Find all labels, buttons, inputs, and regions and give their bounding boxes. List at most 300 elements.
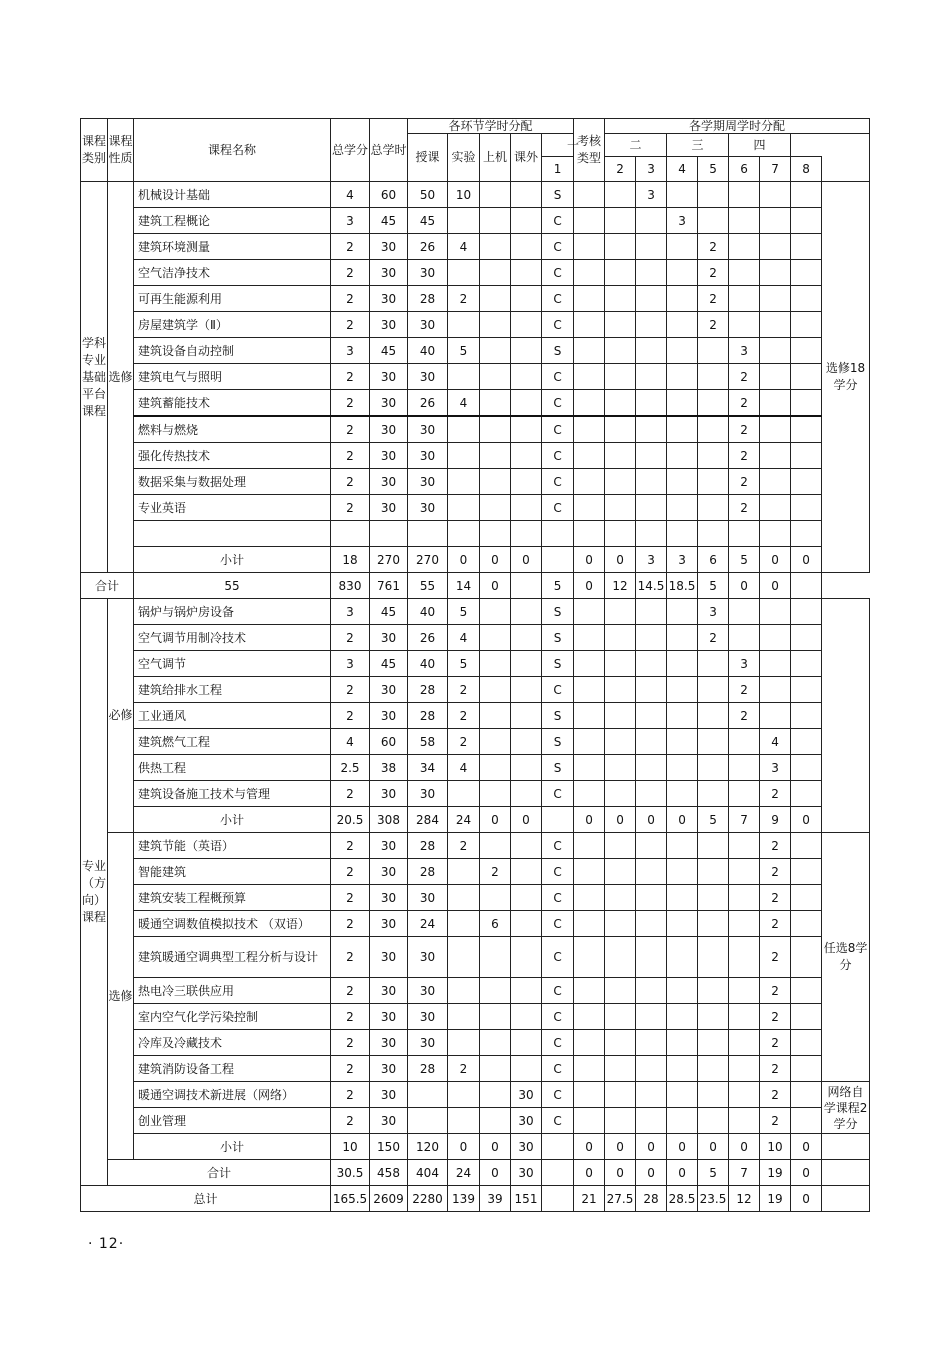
cell-hours: 30 xyxy=(370,234,408,260)
cell-lec: 28 xyxy=(408,286,448,312)
section-nature: 必修 xyxy=(108,599,134,833)
cell-exam: S xyxy=(542,625,574,651)
cell-ext xyxy=(511,781,542,807)
cell-semester-hours xyxy=(791,755,822,781)
cell-lec: 284 xyxy=(408,807,448,833)
cell-lec: 30 xyxy=(408,469,448,495)
header-semester: 4 xyxy=(667,157,698,182)
cell-semester-hours xyxy=(667,677,698,703)
course-name: 房屋建筑学（Ⅱ） xyxy=(134,312,331,338)
cell-hours: 270 xyxy=(370,547,408,573)
cell-semester-hours: 2 xyxy=(760,1030,791,1056)
cell-semester-hours xyxy=(605,937,636,978)
cell-semester-hours xyxy=(605,781,636,807)
cell-semester-hours xyxy=(791,651,822,677)
course-name: 暖通空调技术新进展（网络） xyxy=(134,1082,331,1108)
cell-semester-hours xyxy=(791,260,822,286)
course-name: 建筑暖通空调典型工程分析与设计 xyxy=(134,937,331,978)
cell-semester-hours: 0 xyxy=(729,573,760,599)
cell-semester-hours: 0 xyxy=(636,1134,667,1160)
cell-semester-hours: 2 xyxy=(698,312,729,338)
cell-semester-hours xyxy=(760,390,791,417)
cell-semester-hours xyxy=(605,703,636,729)
table-row xyxy=(81,1030,870,1056)
cell-semester-hours xyxy=(605,495,636,521)
cell-credit: 2 xyxy=(331,885,370,911)
cell-semester-hours: 4 xyxy=(760,729,791,755)
course-name: 工业通风 xyxy=(134,703,331,729)
cell-exam: C xyxy=(542,885,574,911)
header-semester: 5 xyxy=(698,157,729,182)
cell-semester-hours xyxy=(791,521,822,547)
cell-hours: 30 xyxy=(370,364,408,390)
table-row xyxy=(81,521,870,547)
cell-semester-hours xyxy=(729,625,760,651)
table-row xyxy=(81,1082,870,1108)
cell-lab xyxy=(448,978,480,1004)
cell-semester-hours xyxy=(698,885,729,911)
course-name: 建筑蓄能技术 xyxy=(134,390,331,417)
course-name: 智能建筑 xyxy=(134,859,331,885)
cell-semester-hours: 28 xyxy=(636,1186,667,1212)
cell-lab: 4 xyxy=(448,755,480,781)
cell-ext xyxy=(511,521,542,547)
cell-lab: 2 xyxy=(448,833,480,859)
cell-semester-hours: 2 xyxy=(760,833,791,859)
cell-semester-hours: 2 xyxy=(760,1108,791,1134)
cell-lab xyxy=(448,885,480,911)
cell-semester-hours: 23.5 xyxy=(698,1186,729,1212)
cell-exam: S xyxy=(542,703,574,729)
cell-exam: C xyxy=(542,781,574,807)
cell-ext xyxy=(511,364,542,390)
cell-lec: 28 xyxy=(408,833,448,859)
cell-lec: 30 xyxy=(408,495,448,521)
cell-semester-hours xyxy=(698,469,729,495)
cell-semester-hours xyxy=(636,286,667,312)
cell-semester-hours: 6 xyxy=(698,547,729,573)
cell-hours: 30 xyxy=(370,416,408,443)
cell-semester-hours xyxy=(791,833,822,859)
cell-semester-hours xyxy=(791,677,822,703)
cell-semester-hours xyxy=(760,312,791,338)
cell-semester-hours: 2 xyxy=(698,234,729,260)
cell-comp: 0 xyxy=(480,1160,511,1186)
cell-lab: 2 xyxy=(448,703,480,729)
cell-semester-hours xyxy=(729,937,760,978)
cell-credit: 55 xyxy=(134,573,331,599)
cell-semester-hours xyxy=(760,416,791,443)
cell-exam xyxy=(542,547,574,573)
cell-comp xyxy=(480,1082,511,1108)
table-row xyxy=(81,495,870,521)
cell-lec: 40 xyxy=(408,651,448,677)
cell-semester-hours xyxy=(574,1004,605,1030)
cell-semester-hours xyxy=(791,234,822,260)
cell-semester-hours xyxy=(605,833,636,859)
cell-semester-hours xyxy=(605,260,636,286)
cell-semester-hours xyxy=(667,182,698,208)
cell-semester-hours xyxy=(574,364,605,390)
remark-empty xyxy=(791,573,822,599)
cell-semester-hours xyxy=(636,599,667,625)
header-nature: 课程性质 xyxy=(108,119,134,182)
cell-lab xyxy=(448,208,480,234)
course-name: 建筑设备施工技术与管理 xyxy=(134,781,331,807)
cell-semester-hours xyxy=(574,1082,605,1108)
cell-lec: 30 xyxy=(408,1004,448,1030)
cell-semester-hours xyxy=(636,495,667,521)
header-computer: 上机 xyxy=(480,134,511,182)
cell-semester-hours: 0 xyxy=(574,573,605,599)
course-name xyxy=(134,521,331,547)
cell-semester-hours: 2 xyxy=(760,978,791,1004)
cell-semester-hours xyxy=(574,625,605,651)
cell-semester-hours: 2 xyxy=(729,390,760,417)
cell-exam: S xyxy=(542,599,574,625)
cell-lab xyxy=(448,911,480,937)
cell-hours: 30 xyxy=(370,1030,408,1056)
remark-empty xyxy=(822,599,870,833)
cell-credit: 2 xyxy=(331,416,370,443)
cell-semester-hours xyxy=(698,651,729,677)
table-row xyxy=(81,651,870,677)
cell-credit: 2 xyxy=(331,1108,370,1134)
cell-semester-hours xyxy=(574,286,605,312)
cell-lab: 10 xyxy=(448,182,480,208)
cell-hours: 150 xyxy=(370,1134,408,1160)
cell-credit: 2 xyxy=(331,833,370,859)
cell-credit: 2 xyxy=(331,937,370,978)
cell-lab xyxy=(448,469,480,495)
cell-hours: 30 xyxy=(370,1108,408,1134)
cell-semester-hours xyxy=(791,208,822,234)
cell-exam: C xyxy=(542,390,574,417)
cell-semester-hours xyxy=(667,390,698,417)
cell-ext: 30 xyxy=(511,1082,542,1108)
cell-semester-hours xyxy=(791,978,822,1004)
cell-hours: 30 xyxy=(370,1082,408,1108)
cell-semester-hours xyxy=(698,978,729,1004)
cell-semester-hours: 0 xyxy=(574,1160,605,1186)
cell-exam: S xyxy=(542,651,574,677)
cell-semester-hours: 2 xyxy=(698,260,729,286)
course-name: 空气调节 xyxy=(134,651,331,677)
cell-semester-hours: 2 xyxy=(729,416,760,443)
cell-hours: 30 xyxy=(370,286,408,312)
cell-semester-hours xyxy=(636,755,667,781)
cell-credit: 2 xyxy=(331,859,370,885)
cell-semester-hours xyxy=(791,1004,822,1030)
cell-comp: 0 xyxy=(480,1134,511,1160)
cell-semester-hours: 12 xyxy=(605,573,636,599)
cell-semester-hours xyxy=(698,443,729,469)
cell-hours: 30 xyxy=(370,1004,408,1030)
cell-lab: 0 xyxy=(448,547,480,573)
cell-ext xyxy=(511,286,542,312)
cell-exam: C xyxy=(542,978,574,1004)
cell-ext xyxy=(511,1030,542,1056)
course-name: 热电冷三联供应用 xyxy=(134,978,331,1004)
cell-semester-hours xyxy=(636,390,667,417)
cell-semester-hours xyxy=(574,495,605,521)
header-hours: 总学时 xyxy=(370,119,408,182)
cell-semester-hours xyxy=(636,521,667,547)
course-name: 空气调节用制冷技术 xyxy=(134,625,331,651)
cell-semester-hours xyxy=(574,651,605,677)
cell-semester-hours: 0 xyxy=(760,573,791,599)
cell-ext: 151 xyxy=(511,1186,542,1212)
table-row xyxy=(81,625,870,651)
table-row xyxy=(81,755,870,781)
cell-semester-hours: 2 xyxy=(729,364,760,390)
cell-semester-hours xyxy=(605,1004,636,1030)
header-semester: 7 xyxy=(760,157,791,182)
cell-comp xyxy=(480,443,511,469)
cell-ext xyxy=(511,885,542,911)
cell-semester-hours xyxy=(791,443,822,469)
cell-semester-hours xyxy=(667,1030,698,1056)
cell-credit: 10 xyxy=(331,1134,370,1160)
cell-semester-hours: 5 xyxy=(542,573,574,599)
cell-semester-hours xyxy=(667,1108,698,1134)
cell-semester-hours xyxy=(636,859,667,885)
header-lab: 实验 xyxy=(448,134,480,182)
table-row xyxy=(81,703,870,729)
cell-semester-hours: 2 xyxy=(760,1004,791,1030)
cell-semester-hours xyxy=(667,521,698,547)
cell-ext: 30 xyxy=(511,1134,542,1160)
cell-semester-hours xyxy=(605,208,636,234)
subtotal-row xyxy=(81,547,870,573)
cell-exam: C xyxy=(542,833,574,859)
cell-semester-hours: 7 xyxy=(729,807,760,833)
table-row xyxy=(81,885,870,911)
cell-lab: 2 xyxy=(448,729,480,755)
cell-semester-hours xyxy=(791,781,822,807)
cell-semester-hours xyxy=(636,416,667,443)
cell-lec: 50 xyxy=(408,182,448,208)
cell-lec: 34 xyxy=(408,755,448,781)
remark-empty xyxy=(822,1134,870,1160)
cell-semester-hours: 18.5 xyxy=(667,573,698,599)
cell-semester-hours xyxy=(605,911,636,937)
cell-semester-hours xyxy=(636,1004,667,1030)
cell-semester-hours: 0 xyxy=(667,1134,698,1160)
course-name: 可再生能源利用 xyxy=(134,286,331,312)
section-category: 专业（方向）课程 xyxy=(81,599,108,1186)
cell-semester-hours xyxy=(791,703,822,729)
cell-comp xyxy=(480,208,511,234)
course-name: 建筑安装工程概预算 xyxy=(134,885,331,911)
cell-semester-hours xyxy=(605,364,636,390)
cell-semester-hours xyxy=(698,495,729,521)
cell-exam: C xyxy=(542,364,574,390)
header-course-name: 课程名称 xyxy=(134,119,331,182)
cell-semester-hours: 3 xyxy=(729,338,760,364)
cell-semester-hours: 2 xyxy=(698,286,729,312)
cell-semester-hours: 0 xyxy=(605,547,636,573)
cell-semester-hours xyxy=(791,937,822,978)
cell-exam: C xyxy=(542,208,574,234)
cell-lab: 0 xyxy=(448,1134,480,1160)
cell-semester-hours xyxy=(698,833,729,859)
cell-semester-hours xyxy=(574,1030,605,1056)
cell-exam: S xyxy=(542,182,574,208)
cell-semester-hours: 2 xyxy=(760,1082,791,1108)
page-number: · 12· xyxy=(88,1236,125,1252)
cell-comp xyxy=(480,234,511,260)
course-name: 冷库及冷藏技术 xyxy=(134,1030,331,1056)
cell-comp: 6 xyxy=(480,911,511,937)
cell-semester-hours: 0 xyxy=(605,1160,636,1186)
cell-semester-hours xyxy=(605,729,636,755)
table-row xyxy=(81,937,870,978)
cell-semester-hours: 2 xyxy=(698,625,729,651)
cell-semester-hours xyxy=(574,859,605,885)
cell-ext: 30 xyxy=(511,1108,542,1134)
cell-semester-hours xyxy=(729,234,760,260)
cell-semester-hours: 0 xyxy=(636,1160,667,1186)
cell-semester-hours xyxy=(636,937,667,978)
cell-semester-hours xyxy=(667,703,698,729)
cell-semester-hours xyxy=(791,364,822,390)
cell-semester-hours: 0 xyxy=(791,1186,822,1212)
cell-semester-hours xyxy=(760,599,791,625)
cell-semester-hours xyxy=(636,443,667,469)
cell-credit xyxy=(331,521,370,547)
cell-lab xyxy=(448,312,480,338)
course-name: 创业管理 xyxy=(134,1108,331,1134)
cell-semester-hours xyxy=(698,390,729,417)
cell-ext xyxy=(511,312,542,338)
cell-lec: 761 xyxy=(370,573,408,599)
cell-semester-hours xyxy=(760,443,791,469)
cell-semester-hours xyxy=(574,755,605,781)
cell-semester-hours: 0 xyxy=(791,547,822,573)
cell-semester-hours: 0 xyxy=(791,807,822,833)
cell-hours: 45 xyxy=(370,208,408,234)
cell-semester-hours xyxy=(636,1082,667,1108)
cell-comp xyxy=(480,338,511,364)
cell-semester-hours xyxy=(698,677,729,703)
course-name: 数据采集与数据处理 xyxy=(134,469,331,495)
cell-semester-hours xyxy=(698,859,729,885)
cell-credit: 3 xyxy=(331,651,370,677)
header-semester: 3 xyxy=(636,157,667,182)
cell-exam: C xyxy=(542,859,574,885)
cell-credit: 30.5 xyxy=(331,1160,370,1186)
cell-credit: 2 xyxy=(331,1082,370,1108)
cell-semester-hours xyxy=(667,781,698,807)
cell-semester-hours xyxy=(729,260,760,286)
cell-semester-hours xyxy=(667,312,698,338)
cell-semester-hours xyxy=(574,312,605,338)
cell-semester-hours xyxy=(729,312,760,338)
cell-hours: 45 xyxy=(370,651,408,677)
cell-semester-hours xyxy=(760,234,791,260)
cell-exam: C xyxy=(542,1082,574,1108)
cell-credit: 2 xyxy=(331,364,370,390)
cell-semester-hours xyxy=(636,625,667,651)
cell-credit: 2 xyxy=(331,978,370,1004)
cell-semester-hours: 14.5 xyxy=(636,573,667,599)
cell-semester-hours xyxy=(760,651,791,677)
remark-empty xyxy=(822,1186,870,1212)
cell-semester-hours xyxy=(574,443,605,469)
cell-credit: 165.5 xyxy=(331,1186,370,1212)
section-remark: 选修18学分 xyxy=(822,182,870,573)
cell-lec: 30 xyxy=(408,416,448,443)
cell-semester-hours: 3 xyxy=(760,755,791,781)
course-name: 空气洁净技术 xyxy=(134,260,331,286)
header-year: 三 xyxy=(667,134,729,157)
cell-semester-hours xyxy=(667,599,698,625)
cell-exam: C xyxy=(542,443,574,469)
table-row xyxy=(81,364,870,390)
cell-comp xyxy=(480,599,511,625)
cell-semester-hours xyxy=(574,911,605,937)
table-row xyxy=(81,182,870,208)
cell-comp xyxy=(480,364,511,390)
cell-semester-hours: 0 xyxy=(667,807,698,833)
cell-semester-hours xyxy=(667,625,698,651)
cell-semester-hours xyxy=(760,364,791,390)
cell-semester-hours: 21 xyxy=(574,1186,605,1212)
cell-comp xyxy=(480,495,511,521)
cell-comp xyxy=(480,1004,511,1030)
cell-exam: C xyxy=(542,312,574,338)
cell-hours: 60 xyxy=(370,729,408,755)
cell-semester-hours xyxy=(729,885,760,911)
course-name: 建筑环境测量 xyxy=(134,234,331,260)
cell-semester-hours xyxy=(698,364,729,390)
cell-semester-hours xyxy=(729,521,760,547)
cell-ext xyxy=(511,416,542,443)
cell-semester-hours xyxy=(760,677,791,703)
table-row xyxy=(81,390,870,417)
cell-semester-hours: 2 xyxy=(729,703,760,729)
cell-semester-hours xyxy=(605,859,636,885)
cell-semester-hours xyxy=(760,182,791,208)
cell-exam: C xyxy=(542,1056,574,1082)
cell-semester-hours xyxy=(698,1056,729,1082)
cell-credit: 2 xyxy=(331,390,370,417)
cell-lab xyxy=(448,1082,480,1108)
cell-semester-hours xyxy=(698,729,729,755)
cell-semester-hours xyxy=(636,1030,667,1056)
cell-hours: 2609 xyxy=(370,1186,408,1212)
cell-semester-hours xyxy=(667,260,698,286)
cell-semester-hours: 0 xyxy=(698,1134,729,1160)
table-row xyxy=(81,208,870,234)
cell-hours: 30 xyxy=(370,390,408,417)
total-row xyxy=(81,573,870,599)
course-name: 强化传热技术 xyxy=(134,443,331,469)
cell-semester-hours xyxy=(667,234,698,260)
cell-semester-hours xyxy=(605,338,636,364)
cell-hours: 30 xyxy=(370,443,408,469)
cell-semester-hours xyxy=(574,1056,605,1082)
cell-lab: 139 xyxy=(448,1186,480,1212)
table-row xyxy=(81,1004,870,1030)
header-semester-distribution: 各学期周学时分配 xyxy=(605,119,870,134)
table-row xyxy=(81,677,870,703)
course-name: 室内空气化学污染控制 xyxy=(134,1004,331,1030)
cell-semester-hours xyxy=(791,1030,822,1056)
cell-exam: S xyxy=(542,729,574,755)
grand-total-label: 总计 xyxy=(81,1186,331,1212)
